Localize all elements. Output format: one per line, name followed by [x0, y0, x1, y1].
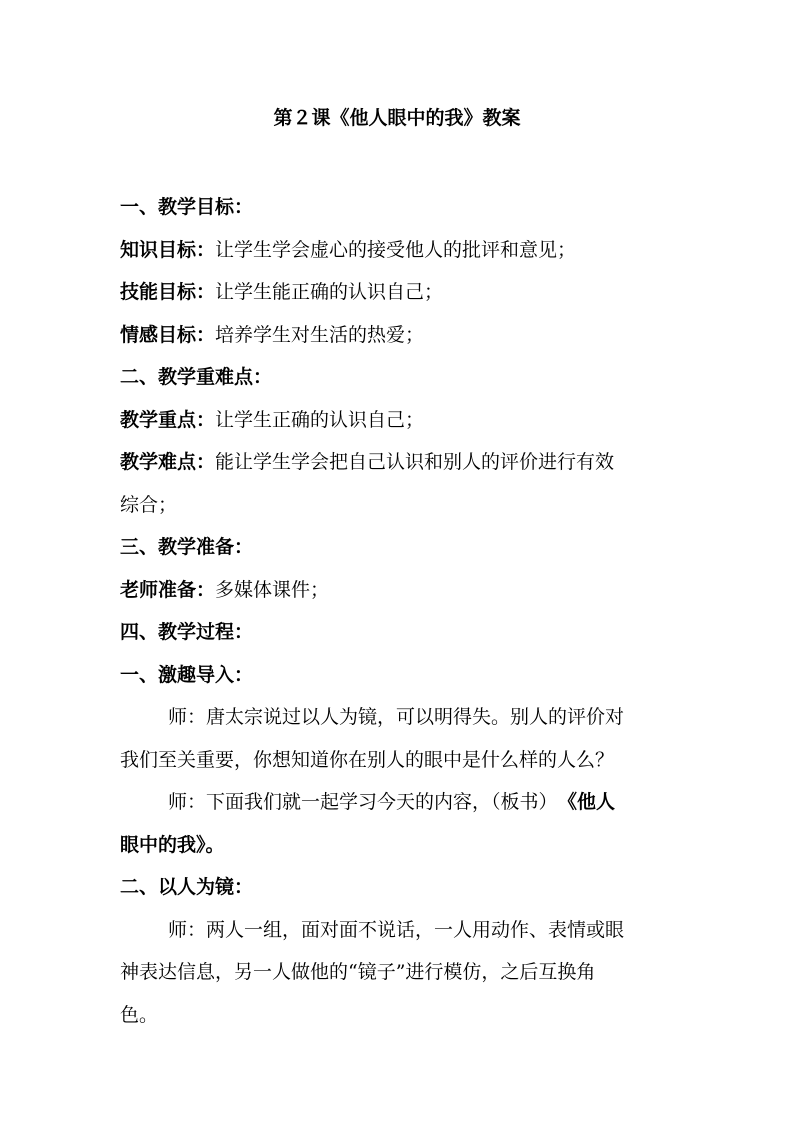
difficulty-text: 能让学生学会把自己认识和别人的评价进行有效	[215, 451, 615, 473]
emotion-goal	[120, 314, 676, 357]
document-body	[120, 186, 676, 1036]
difficulty	[120, 441, 676, 484]
skill-goal-text: 让学生能正确的认识自己；	[215, 281, 444, 303]
process-heading: 四、教学过程：	[120, 621, 254, 643]
emotion-goal-label: 情感目标：	[120, 323, 216, 346]
intro-paragraph-1-line-2: 我们至关重要，你想知道你在别人的眼中是什么样的人么？	[120, 748, 615, 771]
emotion-goal-text: 培养学生对生活的热爱；	[215, 323, 425, 346]
knowledge-goal	[120, 229, 676, 272]
skill-goal	[120, 271, 676, 314]
mirror-paragraph-line-1: 师：两人一组，面对面不说话，一人用动作、表情或眼	[168, 918, 625, 941]
prep-heading: 三、教学准备：	[120, 536, 254, 558]
difficulty-continued: 综合；	[120, 493, 178, 516]
teacher-prep-label: 老师准备：	[120, 578, 216, 601]
key-point-text: 让学生正确的认识自己；	[215, 408, 425, 431]
teacher-prep	[120, 569, 676, 612]
knowledge-goal-text: 让学生学会虚心的接受他人的批评和意见；	[215, 238, 577, 261]
knowledge-goal-label: 知识目标：	[120, 238, 216, 261]
intro-paragraph-2-line-1	[120, 781, 676, 824]
mirror-paragraph-line-3: 色。	[120, 1003, 159, 1026]
intro-paragraph-2-line-2: 眼中的我》。	[120, 833, 225, 856]
key-point-label: 教学重点：	[120, 408, 216, 431]
intro-paragraph-2-bold: 《他人	[567, 791, 616, 813]
key-point	[120, 399, 676, 442]
keypoints-heading: 二、教学重难点：	[120, 366, 273, 388]
goals-heading: 一、教学目标：	[120, 196, 254, 218]
mirror-heading: 二、以人为镜：	[120, 876, 254, 898]
teacher-prep-text: 多媒体课件；	[215, 578, 330, 601]
intro-paragraph-2-text: 师：下面我们就一起学习今天的内容，（板书）	[168, 791, 558, 813]
page-title: 第２课《他人眼中的我》教案	[273, 107, 521, 129]
intro-heading: 一、激趣导入：	[120, 663, 254, 686]
mirror-paragraph-line-2: 神表达信息，另一人做他的“镜子”进行模仿，之后互换角	[120, 961, 596, 983]
intro-paragraph-1-line-1: 师：唐太宗说过以人为镜，可以明得失。别人的评价对	[168, 706, 625, 728]
difficulty-label: 教学难点：	[120, 451, 216, 473]
skill-goal-label: 技能目标：	[120, 281, 216, 303]
